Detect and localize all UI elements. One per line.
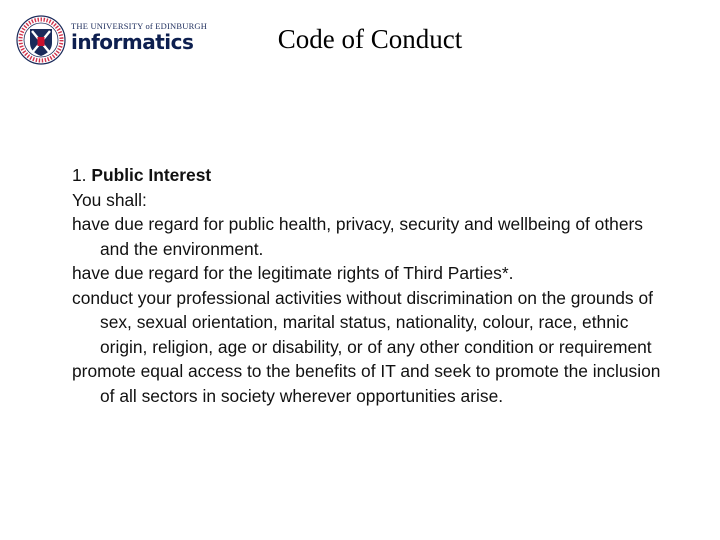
list-item: have due regard for the legitimate rights of Third Parties*.: [72, 263, 514, 283]
university-logo: [15, 14, 208, 66]
list-item: conduct your professional activities without discrimination on the grounds of sex, sexual orientation, marital status, nationality, colour, race, ethnic origin, religion, age or disability, or of any other condition or requirement: [72, 287, 653, 357]
logo-text: [71, 21, 207, 53]
university-name: THE UNIVERSITY of EDINBURGH: [71, 21, 208, 31]
list-item: promote equal access to the benefits of IT and seek to promote the inclusion of all sectors in society wherever opportunities arise.: [72, 361, 661, 406]
intro-text: You shall:: [72, 189, 147, 210]
university-crest-icon: [15, 14, 67, 66]
section-number: 1.: [72, 165, 87, 185]
section-heading-text: Public Interest: [91, 165, 212, 185]
department-name: informatics: [71, 30, 194, 54]
section-heading: [72, 163, 672, 188]
list-item: have due regard for public health, privacy, security and wellbeing of others and the environment.: [72, 214, 643, 259]
page-title: Code of Conduct: [277, 24, 463, 54]
slide-body: [72, 163, 672, 408]
